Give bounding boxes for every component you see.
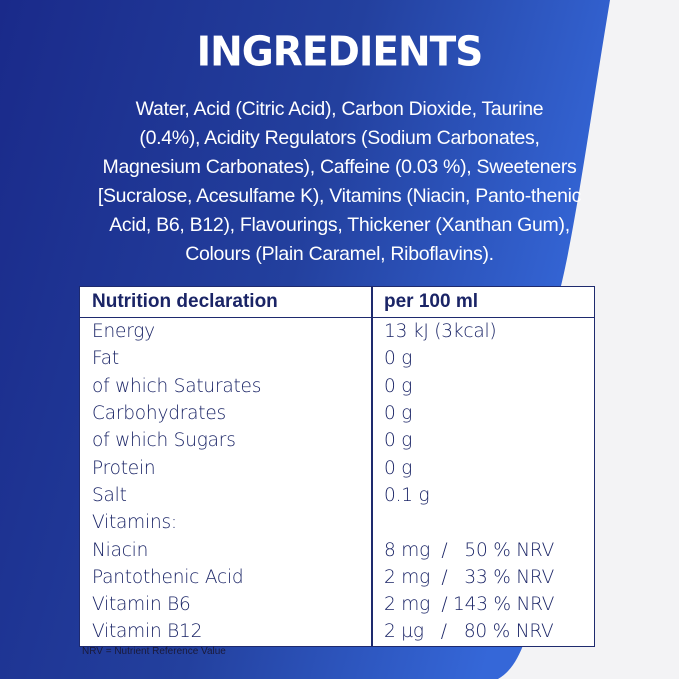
ingredients-line: (0.4%), Acidity Regulators (Sodium Carbonates, (139, 127, 540, 149)
table-row (80, 373, 594, 400)
table-column-divider (371, 287, 373, 646)
ingredients-line: Water, Acid (Citric Acid), Carbon Dioxide, Taurine (135, 98, 544, 120)
row-value: 0 g (384, 403, 413, 425)
row-label: of which Saturates (92, 375, 262, 397)
table-row (80, 454, 594, 481)
row-value: 0 g (384, 430, 413, 452)
row-label: Fat (92, 348, 119, 370)
row-label: Protein (92, 457, 156, 479)
table-row (80, 509, 594, 536)
table-header-row (80, 287, 594, 318)
row-value: 13 kJ (3kcal) (384, 321, 497, 343)
ingredients-title: INGREDIENTS (196, 28, 483, 77)
ingredients-line: Acid, B6, B12), Flavourings, Thickener (Xanthan Gum), (109, 214, 570, 236)
row-value: 0 g (384, 348, 413, 370)
nutrition-table (79, 286, 595, 647)
row-value: 2 mg / 143 % NRV (384, 594, 555, 616)
row-value: 0.1 g (384, 484, 430, 506)
row-label: Vitamin B6 (92, 594, 191, 616)
row-value: 0 g (384, 457, 413, 479)
row-label: Vitamin B12 (92, 621, 203, 643)
header-per-100ml: per 100 ml (384, 291, 478, 312)
ingredients-text (92, 95, 587, 269)
nrv-footnote: NRV = Nutrient Reference Value (82, 646, 226, 657)
header-nutrition-declaration: Nutrition declaration (92, 291, 278, 312)
row-label: Carbohydrates (92, 403, 226, 425)
table-row (80, 318, 594, 345)
row-value: 8 mg / 50 % NRV (384, 539, 555, 561)
table-row (80, 618, 594, 645)
table-row (80, 591, 594, 618)
table-row (80, 536, 594, 563)
row-label: Vitamins: (92, 512, 177, 534)
table-row (80, 482, 594, 509)
row-value: 2 mg / 33 % NRV (384, 566, 555, 588)
table-row (80, 345, 594, 372)
table-row (80, 400, 594, 427)
row-value: 0 g (384, 375, 413, 397)
ingredients-line: Colours (Plain Caramel, Riboflavins). (185, 243, 494, 265)
row-label: Energy (92, 321, 155, 343)
ingredients-line: [Sucralose, Acesulfame K), Vitamins (Niacin, Panto-thenic (97, 185, 582, 207)
row-label: Niacin (92, 539, 149, 561)
row-value: 2 µg / 80 % NRV (384, 621, 554, 643)
row-label: Salt (92, 484, 127, 506)
ingredients-line: Magnesium Carbonates), Caffeine (0.03 %), Sweeteners (102, 156, 577, 178)
row-label: Pantothenic Acid (92, 566, 244, 588)
row-label: of which Sugars (92, 430, 236, 452)
table-row (80, 564, 594, 591)
table-row (80, 427, 594, 454)
